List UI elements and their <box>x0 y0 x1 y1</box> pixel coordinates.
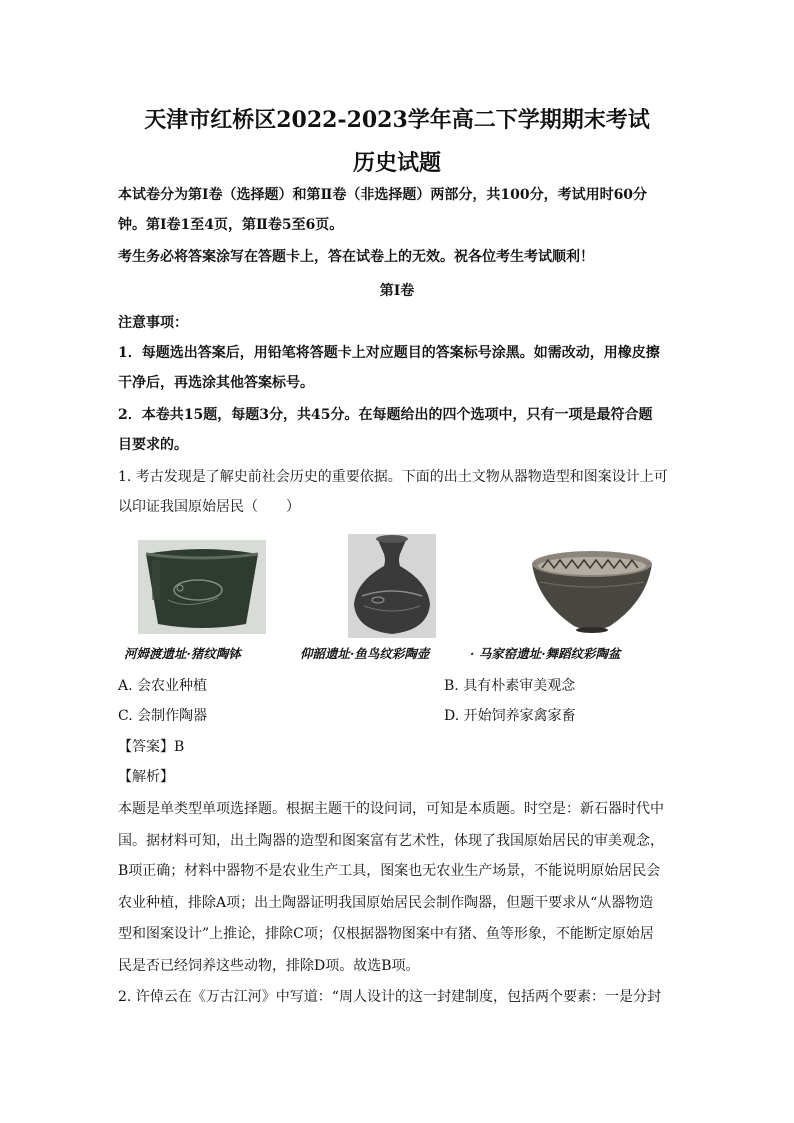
option-d: D. 开始饲养家禽家畜 <box>444 708 576 724</box>
note-1-line-2: 干净后，再选涂其他答案标号。 <box>118 375 314 391</box>
pig-pattern-bowl-image <box>138 540 266 634</box>
answer-label: 【答案】B <box>118 739 185 755</box>
option-c: C. 会制作陶器 <box>118 708 208 724</box>
intro-line-1: 本试卷分为第Ⅰ卷（选择题）和第Ⅱ卷（非选择题）两部分，共100分，考试用时60分 <box>118 187 648 203</box>
analysis-line-4: 农业种植，排除A项；出土陶器证明我国原始居民会制作陶器，但题干要求从“从器物造 <box>118 895 654 911</box>
caption-majiayao: · 马家窑遗址·舞蹈纹彩陶盆 <box>470 646 621 661</box>
analysis-line-1: 本题是单类型单项选择题。根据主题干的设问词，可知是本质题。时空是：新石器时代中 <box>118 801 664 817</box>
note-2-line-1: 2．本卷共15题，每题3分，共45分。在每题给出的四个选项中，只有一项是最符合题 <box>118 407 653 423</box>
note-2-line-2: 目要求的。 <box>118 437 188 453</box>
notes-title: 注意事项： <box>118 315 188 331</box>
page-subtitle: 历史试题 <box>352 150 441 176</box>
analysis-line-6: 民是否已经饲养这些动物，排除D项。故选B项。 <box>118 958 420 974</box>
option-b: B. 具有朴素审美观念 <box>444 678 576 694</box>
intro-line-3: 考生务必将答案涂写在答题卡上，答在试卷上的无效。祝各位考生考试顺利！ <box>118 249 594 265</box>
intro-line-2: 钟。第Ⅰ卷1至4页，第Ⅱ卷5至6页。 <box>118 217 344 233</box>
caption-yangshao: 仰韶遗址·鱼鸟纹彩陶壶 <box>300 646 430 661</box>
analysis-label: 【解析】 <box>118 769 174 785</box>
dancing-pattern-basin-image <box>530 544 654 636</box>
section-heading: 第Ⅰ卷 <box>379 283 415 299</box>
question-1-stem-line-1: 1. 考古发现是了解史前社会历史的重要依据。下面的出土文物从器物造型和图案设计上可 <box>118 469 668 485</box>
question-1-stem-line-2: 以印证我国原始居民（ ） <box>118 499 300 515</box>
fish-bird-pot-image <box>348 534 436 638</box>
analysis-line-3: B项正确；材料中器物不是农业生产工具，图案也无农业生产场景，不能说明原始居民会 <box>118 863 661 879</box>
page-title: 天津市红桥区2022-2023学年高二下学期期末考试 <box>144 107 650 133</box>
question-2-stem-line-1: 2. 许倬云在《万古江河》中写道：“周人设计的这一封建制度，包括两个要素：一是分封 <box>118 989 661 1005</box>
caption-hemudu: 河姆渡遗址·猪纹陶钵 <box>124 646 241 661</box>
analysis-line-5: 型和图案设计”上推论，排除C项；仅根据器物图案中有猪、鱼等形象，不能断定原始居 <box>118 926 654 942</box>
option-a: A. 会农业种植 <box>118 678 208 694</box>
note-1-line-1: 1．每题选出答案后，用铅笔将答题卡上对应题目的答案标号涂黑。如需改动，用橡皮擦 <box>118 345 660 361</box>
analysis-line-2: 国。据材料可知，出土陶器的造型和图案富有艺术性，体现了我国原始居民的审美观念， <box>118 833 664 849</box>
